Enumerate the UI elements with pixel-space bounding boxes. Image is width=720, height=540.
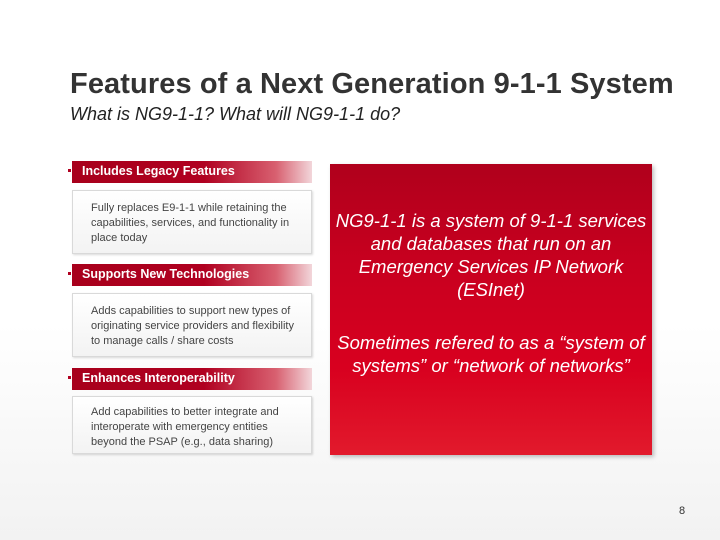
feature-heading-new-technologies: Supports New Technologies — [72, 264, 312, 286]
slide-title: Features of a Next Generation 9-1-1 System — [70, 68, 674, 100]
feature-description-legacy: Fully replaces E9-1-1 while retaining the capabilities, services, and functionality in place today — [72, 190, 312, 254]
feature-heading-legacy: Includes Legacy Features — [72, 161, 312, 183]
ng911-definition-text: NG9-1-1 is a system of 9-1-1 services and databases that run on an Emergency Services IP Network (ESInet) — [335, 210, 647, 300]
feature-description-new-technologies: Adds capabilities to support new types of originating service providers and flexibility to manage calls / share costs — [72, 293, 312, 357]
system-of-systems-text: Sometimes refered to as a “system of systems” or “network of networks” — [337, 332, 645, 376]
page-number: 8 — [679, 505, 686, 517]
feature-heading-interoperability: Enhances Interoperability — [72, 368, 312, 390]
feature-description-interoperability: Add capabilities to better integrate and interoperate with emergency entities beyond the PSAP (e.g., data sharing) — [72, 396, 312, 454]
definition-panel — [330, 164, 652, 455]
slide-subtitle: What is NG9-1-1? What will NG9-1-1 do? — [70, 104, 401, 124]
